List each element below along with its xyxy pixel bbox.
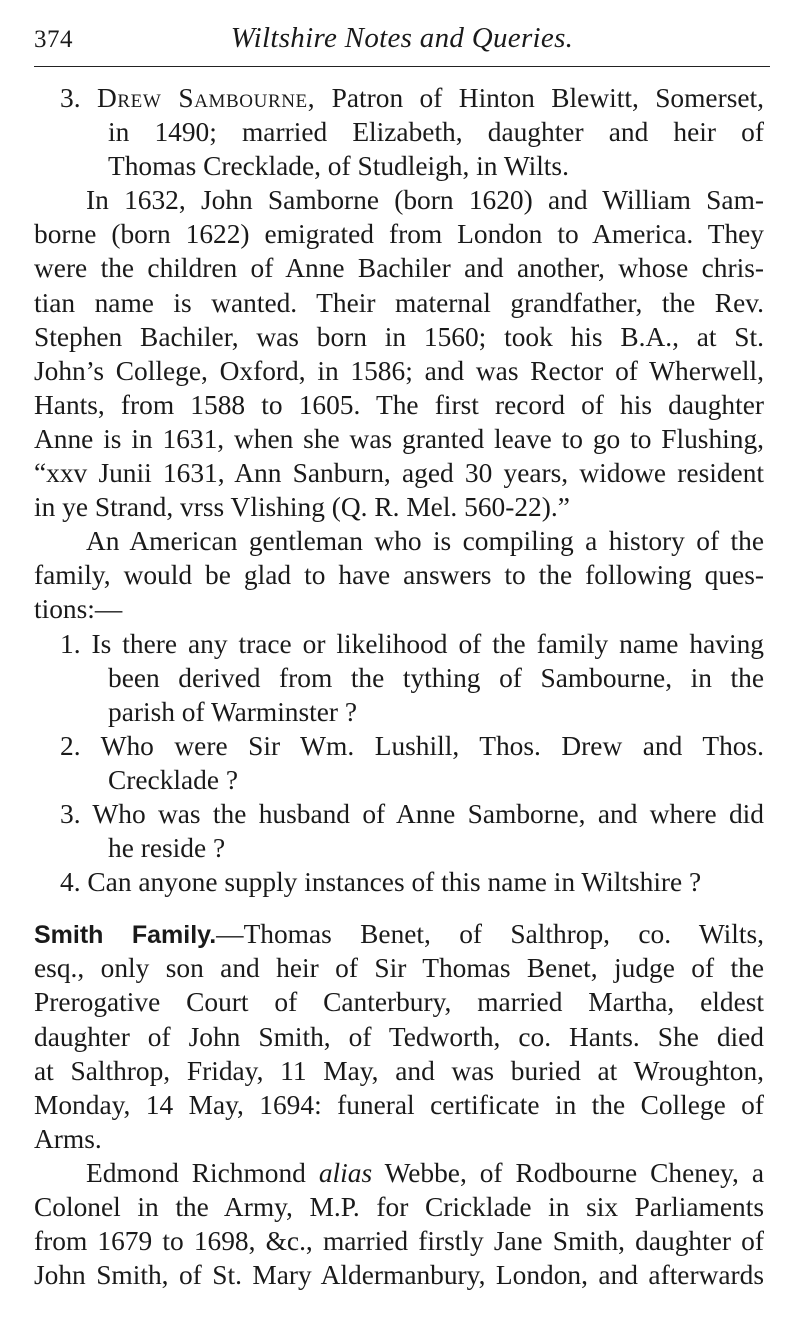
- page-header: [34, 20, 770, 60]
- alias-word: alias: [318, 1157, 373, 1188]
- para2-line: tions:—: [34, 594, 123, 625]
- smith-line: daughter of John Smith, of Tedworth, co. Hants. She died: [34, 1021, 764, 1052]
- question-line: been derived from the tything of Sambourne, in the: [108, 662, 764, 693]
- question-line: he reside ?: [108, 833, 226, 864]
- entry-3-line: in 1490; married Elizabeth, daughter and heir of: [108, 117, 764, 148]
- para1-line: were the children of Anne Bachiler and another, whose chris-: [34, 253, 764, 284]
- para1-line: borne (born 1622) emigrated from London to America. They: [34, 219, 764, 250]
- richmond-line: John Smith, of St. Mary Aldermanbury, London, and afterwards: [34, 1260, 764, 1291]
- question-number: 2.: [60, 730, 81, 761]
- question-3: [34, 797, 764, 831]
- question-text: Can anyone supply instances of this name in Wiltshire ?: [87, 867, 702, 898]
- question-4: [34, 865, 764, 899]
- para1-line: Anne is in 1631, when she was granted leave to go to Flushing,: [34, 423, 764, 454]
- entry-3-name: Drew Sambourne,: [96, 83, 316, 113]
- question-2: [34, 729, 764, 763]
- entry-3-line: Thomas Crecklade, of Studleigh, in Wilts.: [108, 151, 569, 182]
- question-number: 3.: [60, 798, 81, 829]
- question-1: [34, 627, 764, 661]
- smith-line: at Salthrop, Friday, 11 May, and was buried at Wroughton,: [34, 1055, 764, 1086]
- entry-3-line1-rest: Patron of Hinton Blewitt, Somerset,: [331, 83, 764, 113]
- question-text: Who were Sir Wm. Lushill, Thos. Drew and Thos.: [100, 730, 764, 761]
- para1-line: tian name is wanted. Their maternal grandfather, the Rev.: [34, 287, 764, 318]
- entry-3-number: 3.: [60, 83, 81, 113]
- page-body: [34, 81, 764, 1292]
- smith-line: Arms.: [34, 1123, 102, 1154]
- para1-line: in ye Strand, vrss Vlishing (Q. R. Mel. 560-22).”: [34, 492, 570, 523]
- header-rule: [34, 66, 770, 67]
- question-text: Is there any trace or likelihood of the family name having: [91, 628, 764, 659]
- richmond-name: Edmond Richmond: [86, 1157, 306, 1188]
- smith-line: Monday, 14 May, 1694: funeral certificate in the College of: [34, 1089, 764, 1120]
- smith-line1-rest: —Thomas Benet, of Salthrop, co. Wilts,: [216, 919, 764, 950]
- richmond-line: from 1679 to 1698, &c., married firstly Jane Smith, daughter of: [34, 1226, 764, 1257]
- smith-line: Prerogative Court of Canterbury, married Martha, eldest: [34, 987, 764, 1018]
- page-number: 374: [34, 26, 73, 53]
- smith-line: esq., only son and heir of Sir Thomas Benet, judge of the: [34, 953, 764, 984]
- para2-line: family, would be glad to have answers to the following ques-: [34, 560, 764, 591]
- richmond-line: Colonel in the Army, M.P. for Cricklade in six Parliaments: [34, 1192, 764, 1222]
- para2-line: An American gentleman who is compiling a history of the: [86, 526, 764, 557]
- para1-line: In 1632, John Samborne (born 1620) and William Sam-: [86, 185, 764, 216]
- running-title: Wiltshire Notes and Queries.: [230, 22, 574, 54]
- para1-line: Stephen Bachiler, was born in 1560; took his B.A., at St.: [34, 321, 764, 352]
- para1-line: “xxv Junii 1631, Ann Sanburn, aged 30 years, widowe resident: [34, 458, 764, 489]
- para1-line: John’s College, Oxford, in 1586; and was Rector of Wherwell,: [34, 355, 764, 386]
- question-number: 1.: [60, 628, 81, 659]
- richmond-line1-rest: Webbe, of Rodbourne Cheney, a: [384, 1157, 764, 1188]
- entry-3-line: [34, 81, 764, 115]
- question-number: 4.: [60, 867, 81, 898]
- question-line: Crecklade ?: [108, 764, 239, 795]
- question-line: parish of Warminster ?: [108, 696, 358, 727]
- smith-line: [34, 917, 764, 951]
- question-text: Who was the husband of Anne Samborne, and where did: [92, 798, 764, 829]
- section-gap: [34, 899, 764, 917]
- para1-line: Hants, from 1588 to 1605. The first record of his daughter: [34, 389, 764, 420]
- smith-family-heading: Smith Family.: [34, 921, 217, 950]
- richmond-line: [34, 1156, 764, 1190]
